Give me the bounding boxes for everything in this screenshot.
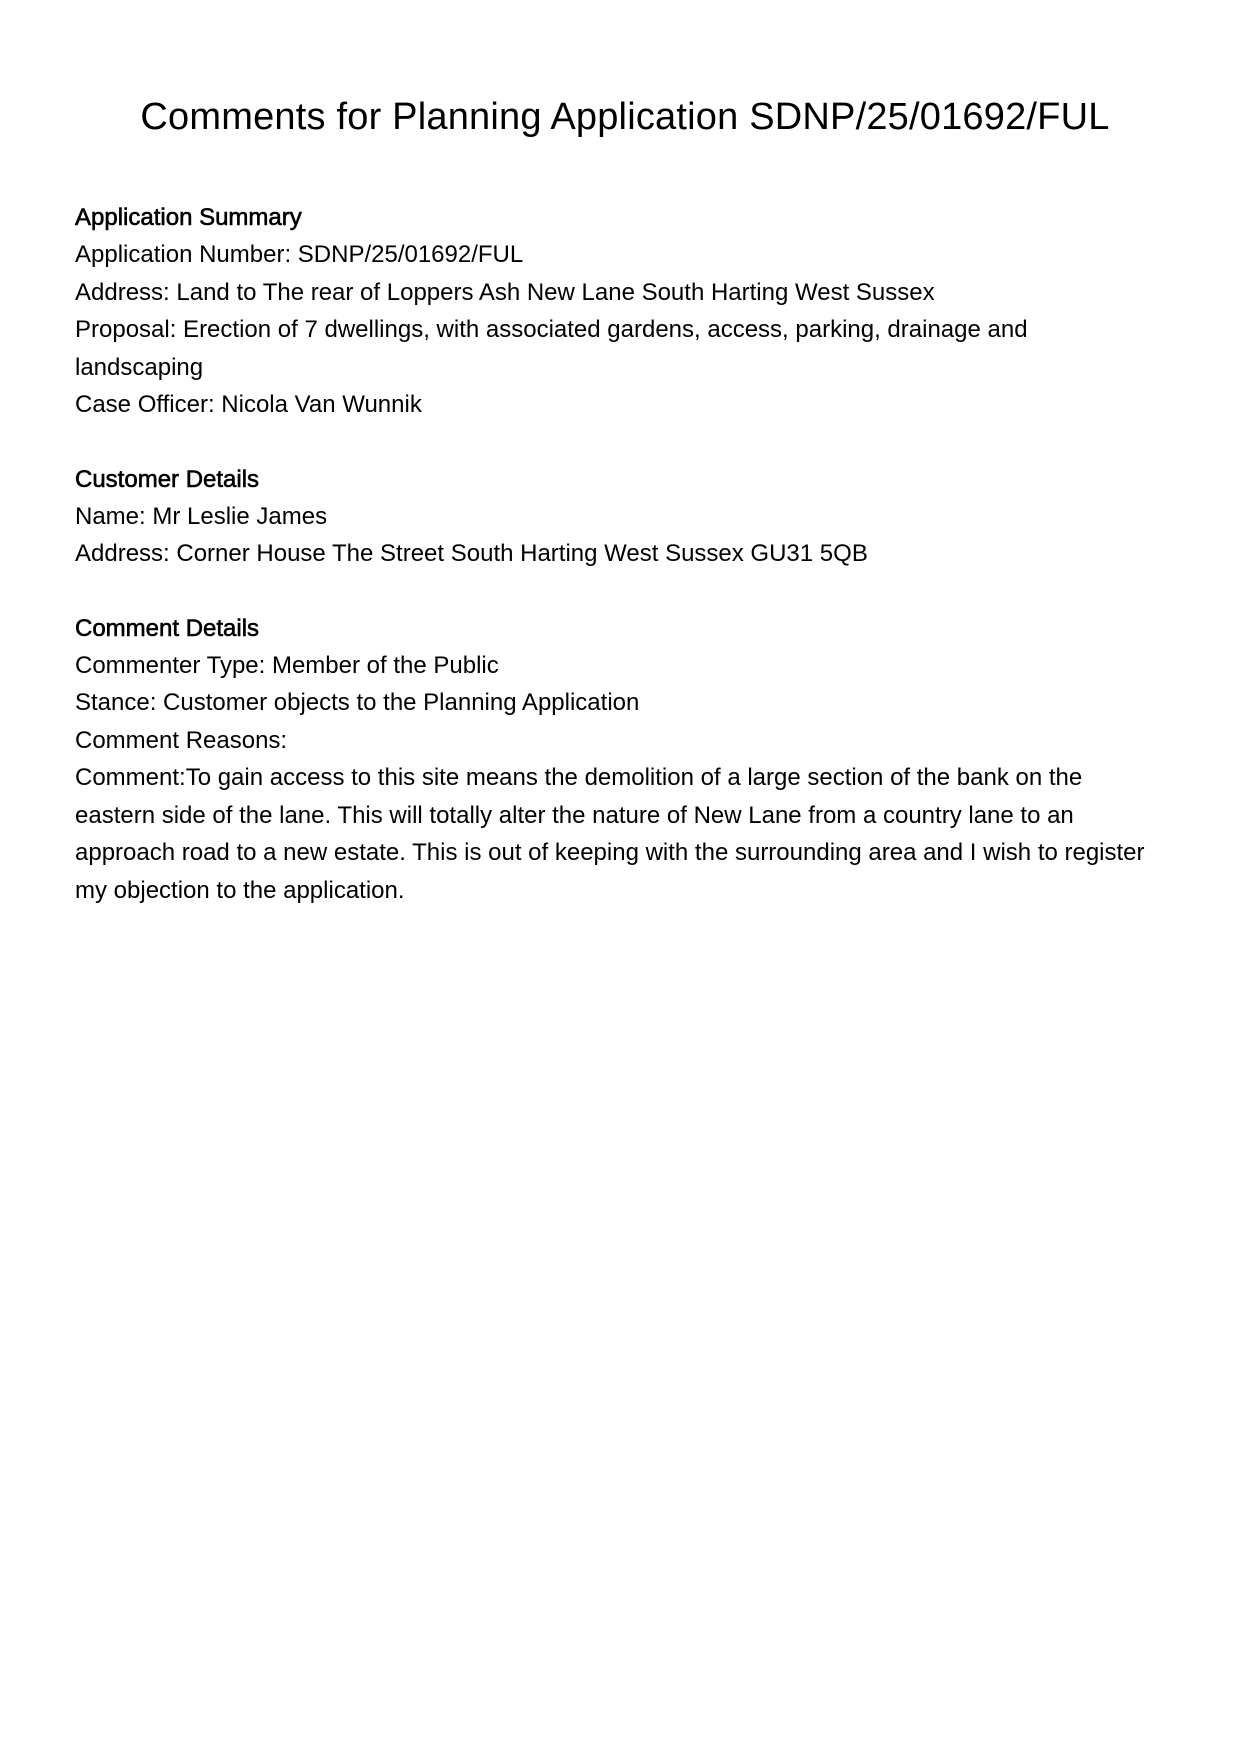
comment-text: Comment:To gain access to this site means the demolition of a large section of the bank on the eastern side of the lane. This will totally alter the nature of New Lane from a country lane to an approach road to a new estate. This is out of keeping with the surrounding area and I wish to register my objection to the application. (75, 764, 1145, 904)
application-summary-heading: Application Summary (75, 204, 302, 231)
comment-reasons: Comment Reasons: (75, 726, 288, 754)
commenter-type: Commenter Type: Member of the Public (75, 651, 499, 679)
application-summary-section (75, 199, 1165, 424)
customer-details-section (75, 461, 1165, 573)
customer-name: Name: Mr Leslie James (75, 502, 328, 530)
customer-address: Address: Corner House The Street South Harting West Sussex GU31 5QB (75, 540, 868, 567)
comment-details-section (75, 610, 1165, 910)
stance: Stance: Customer objects to the Planning Application (75, 689, 640, 716)
page-title: Comments for Planning Application SDNP/25/01692/FUL (140, 96, 1110, 138)
application-number: Application Number: SDNP/25/01692/FUL (75, 241, 524, 268)
comment-details-heading: Comment Details (75, 614, 260, 642)
customer-details-heading: Customer Details (75, 465, 260, 493)
application-proposal: Proposal: Erection of 7 dwellings, with associated gardens, access, parking, drainage and landscaping (75, 316, 1028, 381)
application-address: Address: Land to The rear of Loppers Ash New Lane South Harting West Sussex (75, 278, 935, 306)
case-officer: Case Officer: Nicola Van Wunnik (75, 391, 422, 418)
